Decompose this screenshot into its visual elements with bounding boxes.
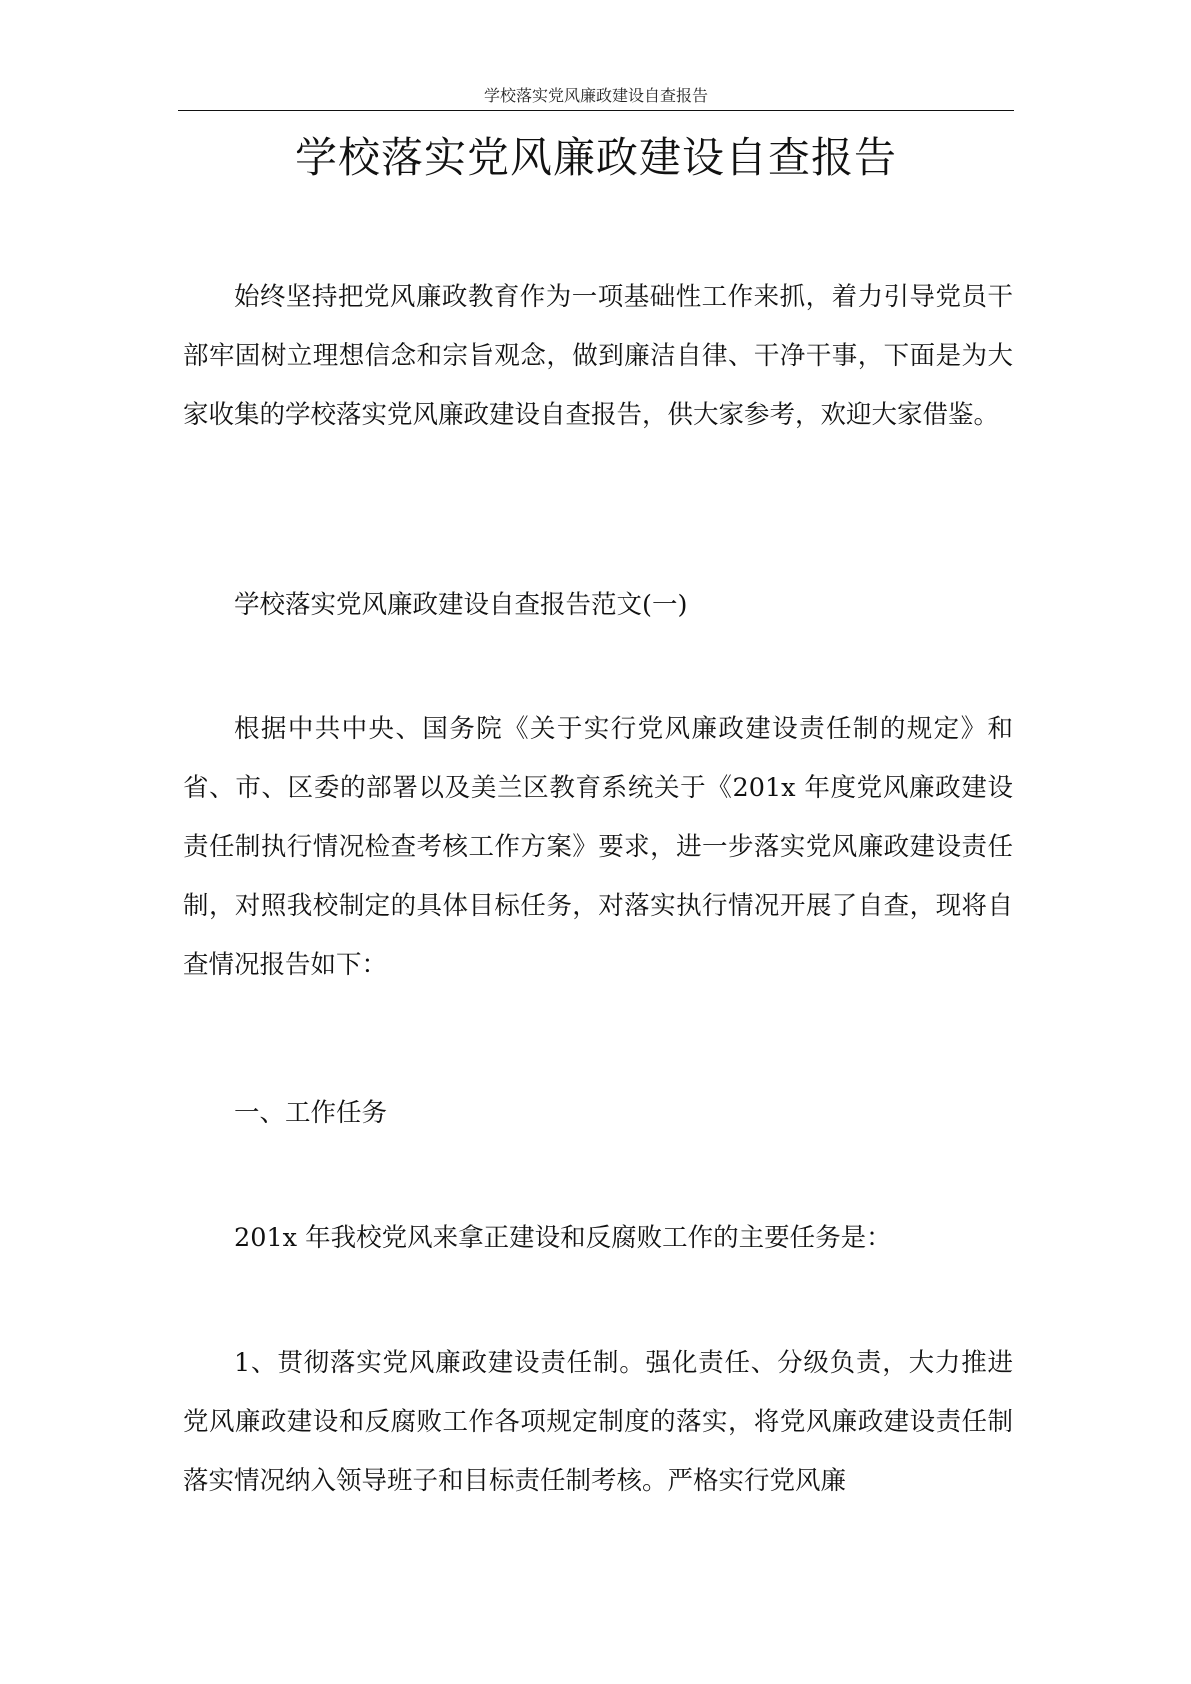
section-heading-sample-one: 学校落实党风廉政建设自查报告范文(一) [234,590,688,620]
document-title: 学校落实党风廉政建设自查报告 [294,133,897,182]
running-header: 学校落实党风廉政建设自查报告 [483,86,708,105]
paragraph-intro: 始终坚持把党风廉政教育作为一项基础性工作来抓，着力引导党员干部牢固树立理想信念和宗旨观念，做到廉洁自律、干净干事，下面是为大家收集的学校落实党风廉政建设自查报告，供大家参考，欢迎大家借鉴。 [183,282,1013,430]
paragraph-main-tasks: 201x 年我校党风来拿正建设和反腐败工作的主要任务是： [234,1223,892,1253]
header-divider [178,110,1014,111]
paragraph-task-one: 1、贯彻落实党风廉政建设责任制。强化责任、分级负责，大力推进党风廉政建设和反腐败工作各项规定制度的落实，将党风廉政建设责任制落实情况纳入领导班子和目标责任制考核。严格实行党风廉 [183,1348,1013,1496]
section-heading-work-tasks: 一、工作任务 [234,1098,388,1128]
paragraph-background: 根据中共中央、国务院《关于实行党风廉政建设责任制的规定》和省、市、区委的部署以及美兰区教育系统关于《201x 年度党风廉政建设责任制执行情况检查考核工作方案》要求，进一步落实党风廉政建设责任制，对照我校制定的具体目标任务，对落实执行情况开展了自查，现将自查情况报告如下： [183,714,1013,980]
